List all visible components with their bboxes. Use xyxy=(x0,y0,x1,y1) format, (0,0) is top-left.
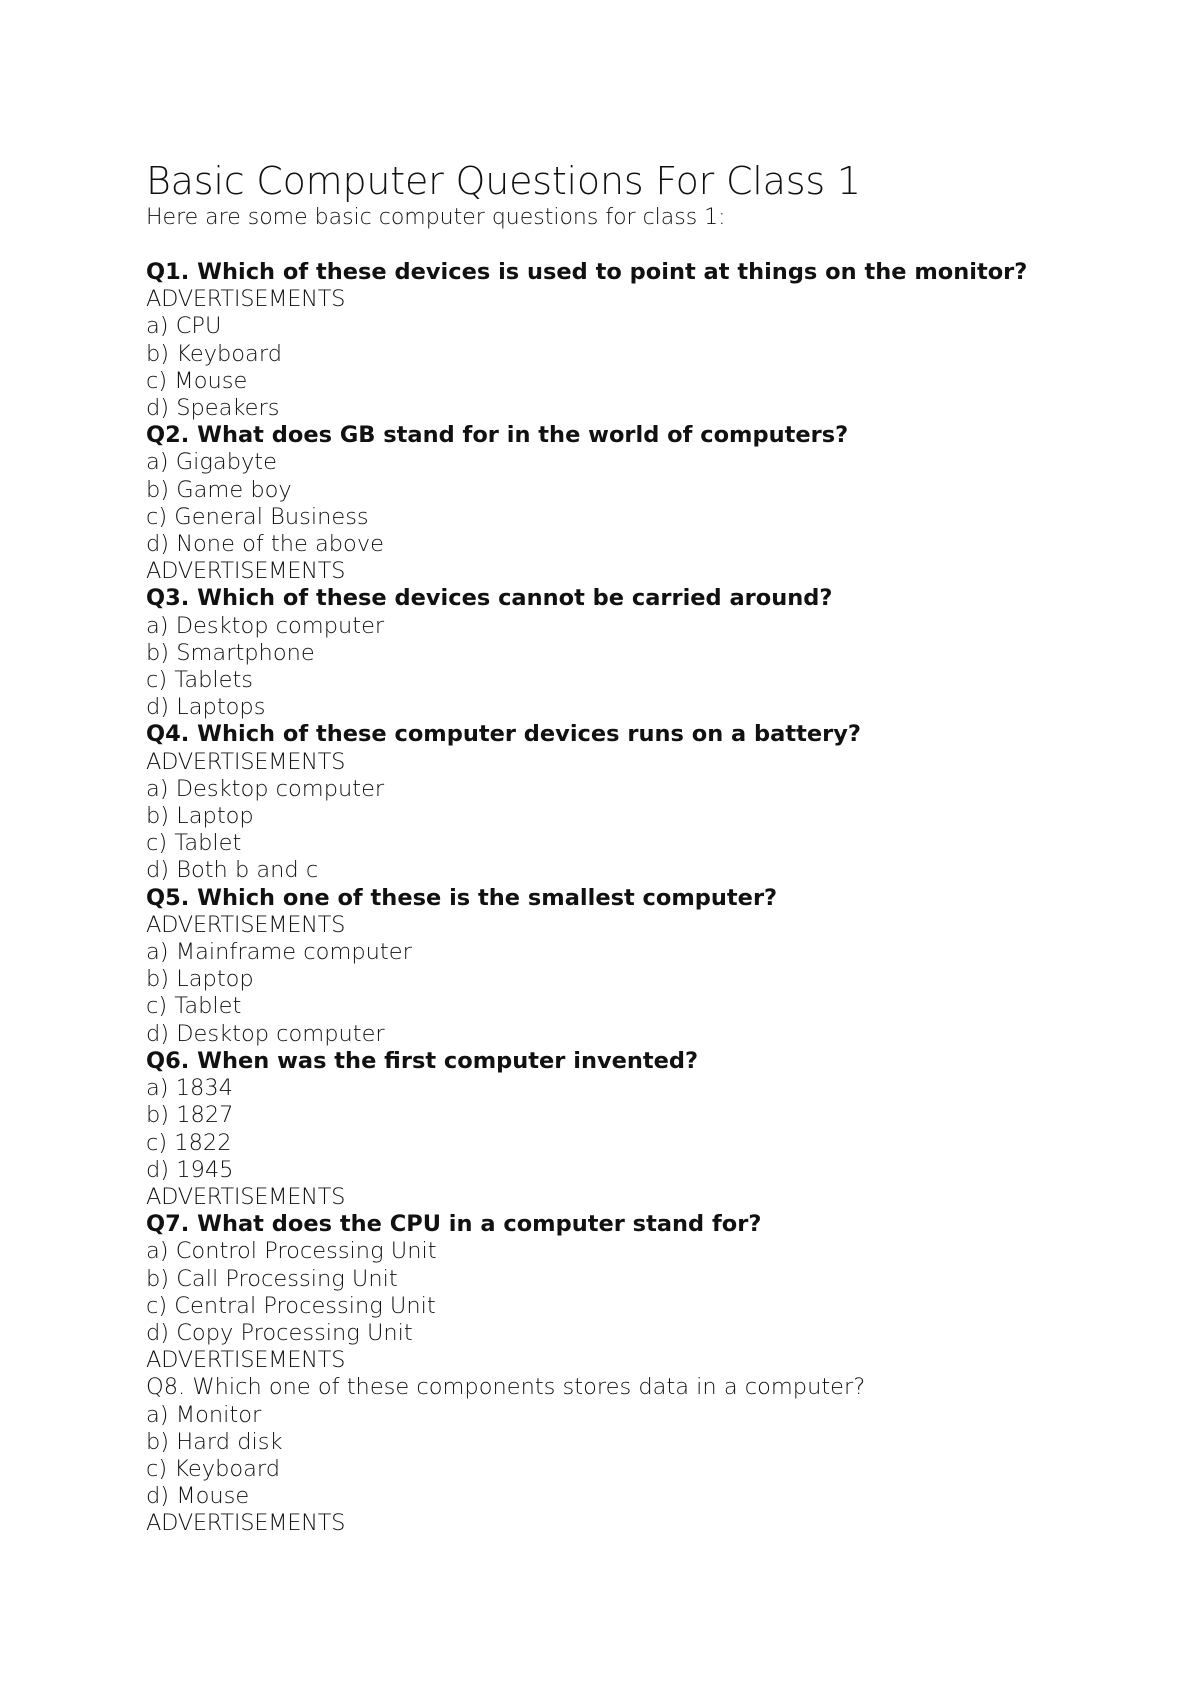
option-line: d) Copy Processing Unit xyxy=(146,1319,413,1346)
question-list xyxy=(146,259,1146,1538)
option-line: b) 1827 xyxy=(146,1102,234,1129)
option-line: c) Keyboard xyxy=(146,1455,281,1482)
question-heading: Q4. Which of these computer devices runs on a battery? xyxy=(146,721,861,748)
option-line: d) Mouse xyxy=(146,1483,250,1510)
option-line: c) Tablets xyxy=(146,667,254,694)
option-line: b) Call Processing Unit xyxy=(146,1265,398,1292)
intro-text: Here are some basic computer questions for class 1: xyxy=(146,205,726,230)
option-line: c) Tablet xyxy=(146,830,242,857)
option-line: a) Control Processing Unit xyxy=(146,1238,437,1265)
option-line: d) Speakers xyxy=(146,395,280,422)
question-heading: Q6. When was the first computer invented? xyxy=(146,1047,699,1074)
advertisements-label: ADVERTISEMENTS xyxy=(146,911,346,938)
option-line: b) Laptop xyxy=(146,966,254,993)
option-line: c) 1822 xyxy=(146,1129,232,1156)
question-heading: Q7. What does the CPU in a computer stand for? xyxy=(146,1211,762,1238)
option-line: d) Desktop computer xyxy=(146,1020,385,1047)
option-line: c) Mouse xyxy=(146,367,248,394)
advertisements-label: ADVERTISEMENTS xyxy=(146,1183,346,1210)
option-line: c) Tablet xyxy=(146,993,242,1020)
option-line: b) Game boy xyxy=(146,476,292,503)
document-page xyxy=(146,158,1146,1538)
advertisements-label: ADVERTISEMENTS xyxy=(146,286,346,313)
option-line: d) None of the above xyxy=(146,531,384,558)
advertisements-label: ADVERTISEMENTS xyxy=(146,1347,346,1374)
option-line: d) 1945 xyxy=(146,1156,234,1183)
advertisements-label: ADVERTISEMENTS xyxy=(146,748,346,775)
option-line: d) Both b and c xyxy=(146,857,319,884)
option-line: b) Smartphone xyxy=(146,639,315,666)
option-line: a) Desktop computer xyxy=(146,612,385,639)
question-heading: Q1. Which of these devices is used to point at things on the monitor? xyxy=(146,259,1028,285)
option-line: b) Keyboard xyxy=(146,340,282,367)
advertisements-label: ADVERTISEMENTS xyxy=(146,558,346,585)
question-heading: Q3. Which of these devices cannot be carried around? xyxy=(146,585,833,612)
question-heading: Q8. Which one of these components stores data in a computer? xyxy=(146,1374,866,1401)
option-line: b) Hard disk xyxy=(146,1428,283,1455)
option-line: a) CPU xyxy=(146,313,222,340)
option-line: d) Laptops xyxy=(146,694,266,721)
option-line: c) General Business xyxy=(146,503,369,530)
option-line: a) 1834 xyxy=(146,1075,233,1102)
advertisements-label: ADVERTISEMENTS xyxy=(146,1510,346,1537)
option-line: a) Desktop computer xyxy=(146,775,385,802)
question-heading: Q5. Which one of these is the smallest computer? xyxy=(146,884,778,911)
option-line: c) Central Processing Unit xyxy=(146,1292,436,1319)
option-line: a) Monitor xyxy=(146,1401,262,1428)
option-line: a) Mainframe computer xyxy=(146,939,412,966)
option-line: a) Gigabyte xyxy=(146,449,277,476)
page-title: Basic Computer Questions For Class 1 xyxy=(146,159,861,203)
option-line: b) Laptop xyxy=(146,803,254,830)
question-heading: Q2. What does GB stand for in the world of computers? xyxy=(146,422,849,449)
